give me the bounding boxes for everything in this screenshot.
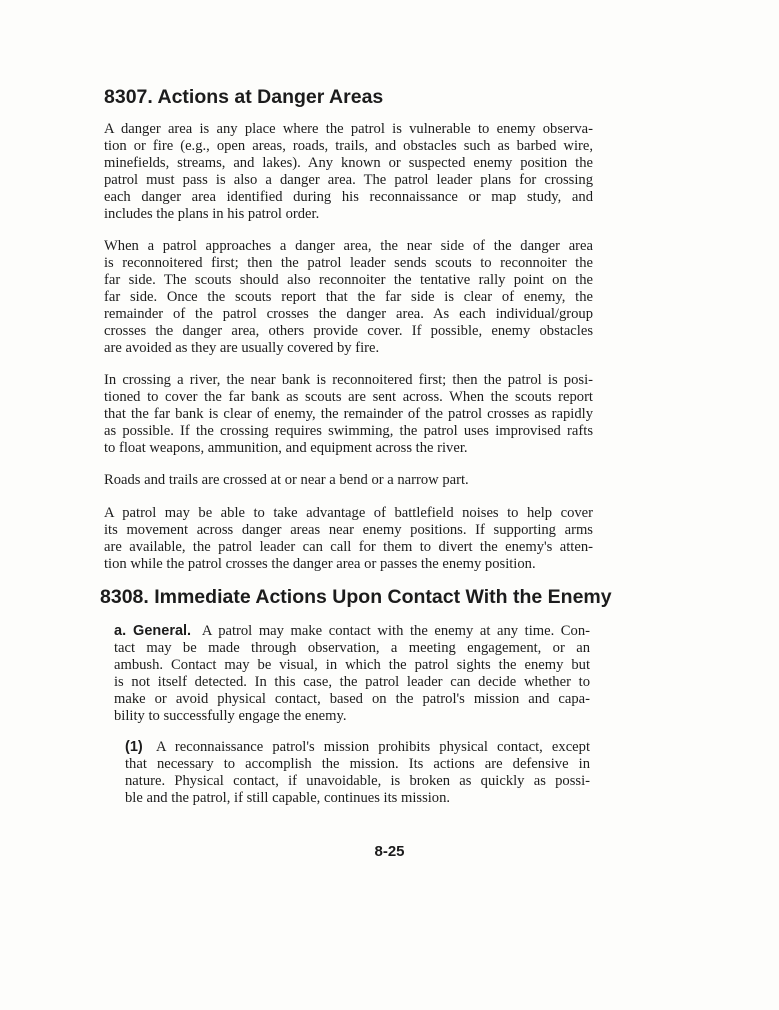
text-line-content: A patrol may make contact with the enemy at any time. Con- bbox=[201, 623, 590, 639]
text-line: When a patrol approaches a danger area, the near side of the danger area bbox=[104, 238, 593, 254]
page-number: 8-25 bbox=[374, 843, 405, 860]
text-line: minefields, streams, and lakes). Any known or suspected enemy position the bbox=[104, 155, 593, 171]
text-line: is not itself detected. In this case, the patrol leader can decide whether to bbox=[114, 674, 590, 690]
text-line: are avoided as they are usually covered by fire. bbox=[104, 340, 380, 356]
text-line: to float weapons, ammunition, and equipment across the river. bbox=[104, 440, 468, 456]
text-line: far side. Once the scouts report that the far side is clear of enemy, the bbox=[104, 289, 593, 305]
paragraph-danger-area-definition bbox=[104, 121, 593, 223]
text-line: is reconnoitered first; then the patrol leader sends scouts to reconnoiter the bbox=[104, 255, 593, 271]
paragraph-roads-trails bbox=[104, 472, 593, 489]
text-line: In crossing a river, the near bank is reconnoitered first; then the patrol is posi- bbox=[104, 372, 593, 388]
text-line: tion or fire (e.g., open areas, roads, trails, and obstacles such as barbed wire, bbox=[104, 138, 593, 154]
section-8307-heading: 8307. Actions at Danger Areas bbox=[104, 86, 384, 108]
paragraph-lead: a. General. bbox=[114, 623, 192, 639]
text-line bbox=[125, 739, 590, 756]
text-line: bility to successfully engage the enemy. bbox=[114, 708, 347, 724]
text-line: Roads and trails are crossed at or near a bend or a narrow part. bbox=[104, 472, 469, 488]
text-line bbox=[114, 623, 590, 640]
paragraph-battlefield-noises bbox=[104, 505, 593, 573]
text-line: patrol must pass is also a danger area. The patrol leader plans for crossing bbox=[104, 172, 593, 188]
text-line: its movement across danger areas near enemy positions. If supporting arms bbox=[104, 522, 593, 538]
text-line: crosses the danger area, others provide cover. If possible, enemy obstacles bbox=[104, 323, 593, 339]
text-line: as possible. If the crossing requires swimming, the patrol uses improvised rafts bbox=[104, 423, 593, 439]
paragraph-crossing-river bbox=[104, 372, 593, 457]
paragraph-item-1 bbox=[125, 739, 590, 807]
paragraph-approach-danger-area bbox=[104, 238, 593, 357]
paragraph-general bbox=[114, 623, 590, 725]
text-line: A danger area is any place where the patrol is vulnerable to enemy observa- bbox=[104, 121, 593, 137]
text-line: nature. Physical contact, if unavoidable, is broken as quickly as possi- bbox=[125, 773, 590, 789]
text-line: far side. The scouts should also reconnoiter the tentative rally point on the bbox=[104, 272, 593, 288]
text-line: includes the plans in his patrol order. bbox=[104, 206, 320, 222]
text-line: that necessary to accomplish the mission. Its actions are defensive in bbox=[125, 756, 590, 772]
text-line: remainder of the patrol crosses the danger area. As each individual/group bbox=[104, 306, 593, 322]
text-line: each danger area identified during his reconnaissance or map study, and bbox=[104, 189, 593, 205]
text-line: ambush. Contact may be visual, in which the patrol sights the enemy but bbox=[114, 657, 590, 673]
paragraph-lead: (1) bbox=[125, 739, 143, 755]
text-line: that the far bank is clear of enemy, the remainder of the patrol crosses as rapidly bbox=[104, 406, 593, 422]
text-line-content: A reconnaissance patrol's mission prohibits physical contact, except bbox=[156, 739, 591, 755]
text-line: ble and the patrol, if still capable, continues its mission. bbox=[125, 790, 451, 806]
text-line: tact may be made through observation, a meeting engagement, or an bbox=[114, 640, 590, 656]
text-line: make or avoid physical contact, based on the patrol's mission and capa- bbox=[114, 691, 590, 707]
text-line: A patrol may be able to take advantage of battlefield noises to help cover bbox=[104, 505, 593, 521]
text-line: tion while the patrol crosses the danger area or passes the enemy position. bbox=[104, 556, 536, 572]
text-line: tioned to cover the far bank as scouts are sent across. When the scouts report bbox=[104, 389, 593, 405]
section-8308-heading: 8308. Immediate Actions Upon Contact With the Enemy bbox=[100, 586, 612, 608]
text-line: are available, the patrol leader can call for them to divert the enemy's atten- bbox=[104, 539, 593, 555]
